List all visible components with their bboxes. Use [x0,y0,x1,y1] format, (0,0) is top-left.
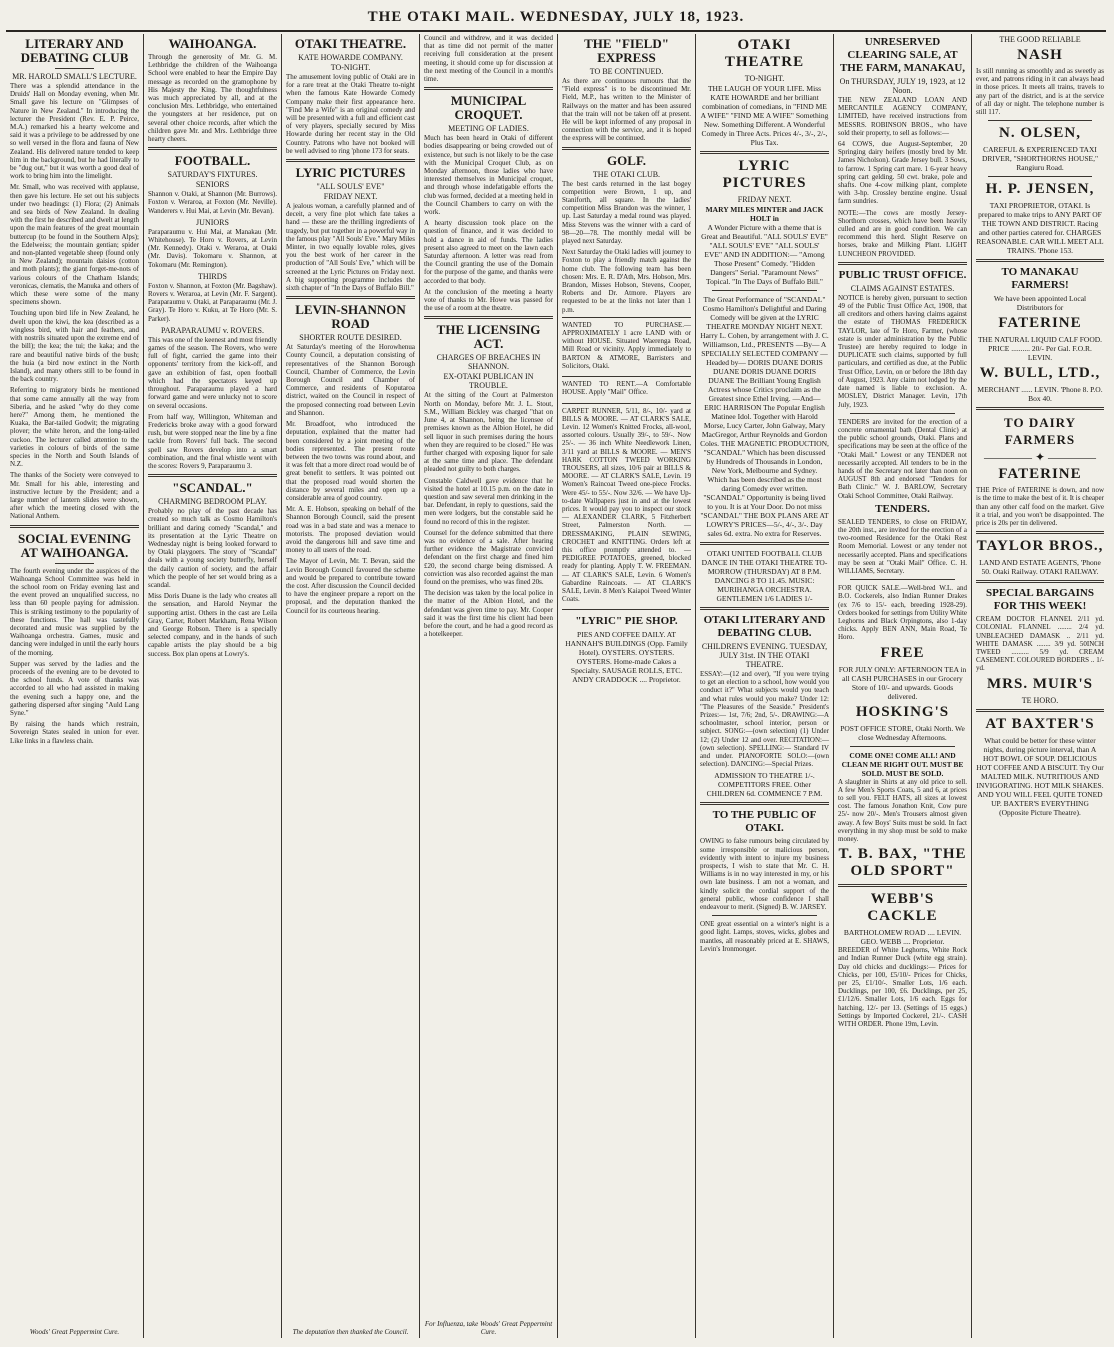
ad-text: ADMISSION TO THEATRE 1/-. COMPETITORS FREE. Other CHILDREN 6d. COMMENCE 7 P.M. [706,771,823,799]
divider [148,474,277,477]
column-5 [558,34,696,1338]
article-paragraph: Miss Doris Duane is the lady who creates all the sensation, and Harold Neymar the supporting artist. Others in the cast are Leila Gray, Carter, Robert Markham, Rena Wilson and George Robson. There is a specially selected company, and in the hands of such capable artists the play should be a big success. Box plan opens at Lowry's. [148,592,277,658]
ad-baxters: AT BAXTER'S [985,715,1095,732]
classified-ad [562,403,691,610]
headline-levin-shannon: LEVIN-SHANNON ROAD [295,302,406,332]
subhead-publican: EX-OTAKI PUBLICAN IN TROUBLE. [443,372,534,391]
divider [148,147,277,150]
divider [55,563,94,564]
article-paragraph: By raising the hands which restrain, Sovereign States sealed in union for ever. Like links in a flawless chain. [10,720,139,745]
divider [712,290,817,291]
ad-text: COME ONE! COME ALL! AND CLEAN ME RIGHT OUT. MUST BE SOLD. MUST BE SOLD. [841,750,964,778]
ad-subhead: CLAIMS AGAINST ESTATES. [850,283,955,293]
ad-text: FOR QUICK SALE.—Well-bred W.L. and B.O. Cockerels, also Indian Runner Drakes (ex 7/6 to 15/- each, breeding 1928-29). Orders booked for settings from Utility White Leghorns and Black Orpingtons, also 1-day chicks. Apply BEN ANN, Main Road, Te Horo. [838,584,967,642]
divider [976,531,1104,534]
subhead-juniors: JUNIORS [196,217,229,227]
classified-ad [562,376,691,402]
ad-text: ONE great essential on a winter's night is a good light. Lamps, stoves, wicks, globes and mantles, all reasonably priced at E. SHAWS, Levin's Ironmonger. [700,920,829,953]
divider [850,579,955,580]
ad-text: THE NATURAL LIQUID CALF FOOD. PRICE .......... 20/- Per Gal. F.O.R. LEVIN. [977,335,1103,363]
ad-text: Is still running as smoothly and as sweetly as ever, and patrons riding in it can always head in those prices. It meets all trains, travels to any part of the district, and is at the service of all day or night. The telephone number is still 117. [976,67,1104,117]
subhead-friday: FRIDAY NEXT. [323,192,378,202]
subhead-thirds: THIRDS [198,271,227,281]
divider [712,915,817,916]
article-paragraph: The Mayor of Levin, Mr. T. Bevan, said the Levin Borough Council favoured the scheme and would be prepared to contribute toward the cost. After discussion the Council decided to have the engineer prepare a report on the proposal, and the deputation thanked the Council for its courteous hearing. [286,557,415,615]
divider [850,413,955,414]
divider [988,120,1092,121]
ad-text: BREEDER of White Leghorns, White Rock and Indian Runner Duck (white egg strain). Day old chicks and ducklings:— Prices for Chicks, per 100, £5/10/- Prices for Chicks, per 25, £1/10/-. Smaller Lots, 1/6 each. Ducklings, per 100, £6. Ducklings, per 25, £1/12/6. Smaller Lots, 1/6 each. Eggs for hatching, 12/- per 13. (Settings of 15 eggs.) Settings by Imported Cockerel, 21/-. CASH WITH ORDER. Phone 19m, Levin. [838,946,967,1029]
subhead-fixtures: SATURDAY'S FIXTURES. [167,170,258,180]
column-4 [420,34,558,1338]
ad-text: MERCHANT ...... LEVIN. 'Phone 8. P.O. Box 40. [977,385,1103,404]
ad-text: FOR JULY ONLY: AFTERNOON TEA in all CASH PURCHASES in our Grocery Store of 10/- and upwards. Goods delivered. [838,664,967,701]
divider [700,802,829,805]
column-8 [972,34,1108,1338]
ad-nash: NASH [1017,47,1063,63]
article-paragraph: The best cards returned in the last bogey competition were Brown, 1 up, and Staniforth, all square. In the ladies' competition Miss Brandon was the winner, 1 up. Last Saturday a medal round was played. Miss Stevens was the winner with a card of 98—20—78. The monthly medal will be played next Saturday. [562,179,691,246]
ad-free: FREE [880,644,925,661]
ad-text: NOTE:—The cows are mostly Jersey-Shorthorn crosses, which have been heavily culled and are in good condition. We can recommend this herd. Slight Reserve on horses, brake and Milking Plant. LIGHT LUNCHEON PROVIDED. [838,208,967,258]
article-paragraph: Constable Caldwell gave evidence that he visited the hotel at 10.15 p.m. on the date in question and saw several men drinking in the bar. Defendant, in reply to questions, said the men were lodgers, but the constable said he found no record of this in the register. [424,476,553,526]
masthead-title: THE OTAKI MAIL. WEDNESDAY, JULY 18, 1923. [367,8,745,25]
ad-subhead: CHILDREN'S EVENING. TUESDAY, JULY 31st. IN THE OTAKI THEATRE. [701,642,828,669]
subhead-lecture: MR. HAROLD SMALL'S LECTURE. [12,72,137,81]
newspaper-columns [6,34,1108,1338]
article-paragraph: Mr. A. E. Hobson, speaking on behalf of the Shannon Borough Council, said the present road was in a bad state and was a menace to motorists. The proposed deviation would avoid the dangerous hill and save time and money to all users of the road. [286,505,415,555]
ad-faterine: FATERINE [998,315,1082,332]
divider [976,580,1104,583]
divider [10,525,139,528]
article-paragraph: This was one of the keenest and most friendly games of the season. The Rovers, who were full of fight, carried the game into their opponents' territory from the kick-off, and gave an exhibition of fast, open football which had the spectators keyed up throughout. Paraparaumu played a hard forward game and were unlucky not to score on several occasions. [148,335,277,410]
ad-subhead: TO-NIGHT. [744,74,785,83]
divider [562,147,691,150]
article-paragraph: From half way, Willington, Whiteman and Fredericks broke away with a good forward rush, but were stopped near the line by a fine tackle from Rovers' full back. The second spell saw Rovers develop into a smart combination, and the final whistle went with the scores: Rovers 9, Paraparaumu 3. [148,412,277,470]
ad-text: CREAM DOCTOR FLANNEL 2/11 yd. COLONIAL FLANNEL ........ 2/4 yd. UNBLEACHED DAMASK .. 2/11 yd. WHITE DAMASK ........ 3/9 yd. 50INCH TWEED .......... 5/9 yd. CREAM CASEMENT. COLOURED BORDERS .. 1/- yd. [976,615,1104,673]
ad-title: SPECIAL BARGAINS FOR THIS WEEK! [986,587,1094,613]
article-paragraph: The amusement loving public of Otaki are in for a rare treat at the Otaki Theatre to-night when the famous Kate Howarde Comedy Company make their first appearance here. "Find Me a Wife" is an original comedy and will be presented with a full and efficient cast of very players, specially secured by Miss Howarde during her recent stay in the Old Country. Patrons who have not booked will be well advised to ring 'phone 173 for seats. [286,73,415,155]
ad-olsen: N. OLSEN, [999,125,1081,142]
subhead-seniors: SENIORS [195,180,230,190]
divider [700,607,829,610]
subhead-shorter-route: SHORTER ROUTE DESIRED. [299,333,402,343]
ad-text: LAND AND ESTATE AGENTS, 'Phone 50. Otaki Railway. OTAKI RAILWAY. [979,558,1101,577]
divider [976,259,1104,262]
article-paragraph: Referring to migratory birds he mentioned that some came annually all the way from Siberia, and he asked "why do they come here?" Among them, he mentioned the Kuaka, the Bar-tailed Godwit; the migrating plover; the white heron, and the long-tailed cuckoo. The lecturer called attention to the varieties in colours of birds of the same species in the North and South Islands of N.Z. [10,386,139,469]
divider [988,176,1092,177]
article-paragraph: At the sitting of the Court at Palmerston North on Monday, before Mr. J. L. Stout, S.M., William Bickley was charged "that on June 4, at Shannon, being the licensee of premises known as the Albion Hotel, he did sell liquor in such premises during the hours when they are required to be closed." He was further charged with exposing liquor for sale at the same time and place. The defendant pleaded not guilty to both charges. [424,391,553,474]
headline-field-express: THE "FIELD" EXPRESS [584,36,669,65]
ad-title: TO MANAKAU FARMERS! [1001,266,1079,292]
article-paragraph: A jealous woman, a carefully planned and of deceit, a very fine plot which fate takes a hand — these are the thrilling ingredients of tragedy, but put together in a powerful way in the famous play "All Souls' Eve." Mary Miles Minter, in two equally lovable roles, gives you the best work of her career in the production of "All Souls' Eve," which will be screened at the Lyric Pictures on Friday next. A big supporting programme includes the sixth chapter of "In the Days of Buffalo Bill." [286,202,415,293]
ad-subhead: THE GOOD RELIABLE [999,35,1081,44]
subhead-charges: CHARGES OF BREACHES IN SHANNON. [436,353,541,372]
ad-title: "LYRIC" PIE SHOP. [575,615,678,628]
ad-text: POST OFFICE STORE, Otaki North. We close Wednesday Afternoons. [840,723,965,742]
headline-social-evening: SOCIAL EVENING AT WAIHOANGA. [17,530,132,560]
divider [286,159,415,162]
column-7 [834,34,972,1338]
article-paragraph: Council and withdrew, and it was decided that as time did not permit of the matter receiving full consideration at the present meeting, it should come up for discussion at the next meeting of the Council in a month's time. [424,34,553,84]
article-paragraph: At the conclusion of the meeting a hearty vote of thanks to Mr. Howe was passed for the use of a room at the theatre. [424,287,553,313]
ad-text: A slaughter in Shirts at any old price to sell. A few Men's Sports Coats, 5 and 6, at prices to sell you. FELT HATS, all sizes at lowest cost. The famous Jonathon Knit, Cow pure 25/- now 20/-. Men's Trousers almost given away. A few Boys' Suits must be sold. In fact everything in my shop must be sold to make money. [838,777,967,843]
subhead-continued: TO BE CONTINUED. [589,67,664,76]
article-paragraph: As there are continuous rumours that the "Field express" is to be discontinued Mr. Field, M.P., has written to the Minister of Railways on the matter and has been assured that the train will not be taken off at present. He will be kept informed of any proposal in connection with the service, and it is hoped the express will be continued. [562,77,691,143]
subhead-tonight: TO-NIGHT. [330,63,371,72]
ad-bax: T. B. BAX, "THE OLD SPORT" [838,846,967,880]
column-6 [696,34,834,1338]
headline-lyric: LYRIC PICTURES [295,165,406,181]
article-paragraph: There was a splendid attendance in the Druids' Hall on Monday evening, when Mr. Small gave his lecture on "Glimpses of Nature in New Zealand." In introducing the lecturer the President (Rev. E. P. Peirce, M.A.) remarked his a hearty welcome and said it was a privilege to be addressed by one so well versed in the flora and fauna of New Zealand. His delivered nature tended to keep him in the background, but he had literally to be "dug out," but it was worth a good deal of work to bring him into the limelight. [10,82,139,181]
ad-hoskings: HOSKING'S [855,703,950,720]
column-1 [6,34,144,1338]
ad-text: TAXI PROPRIETOR, OTAKI. Is prepared to make trips to ANY PART OF THE TOWN AND DISTRICT. Racing and other parties catered for. CHARGES REASONABLE. CAR WILL MEET ALL TRAINS. 'Phone 153. [976,201,1104,256]
masthead [6,4,1106,32]
pie-shop-ad [562,609,691,687]
ad-text: CARPET RUNNER, 5/11, 8/-, 10/- yard at BILLS & MOORE. — AT CLARK'S SALE, Levin. 12 Women's Knitted Frocks, all-wool, assorted colours. Usually 39/-, to 59/-. Now 25/-. — 36 inch White Needlework Linen, 3/11 yard at BILLS & MOORE. — MEN'S HARK COTTON TWEED WORKING TROUSERS, all sizes, 10/6 pair at BILLS & MOORE. — AT CLARK'S SALE, Levin. 19 Women's Raincoat Tweed one-piece Frocks. Were 45/- to 55/-. Now 32/6. — We have Up-to-date Wallpapers just in and at the lowest prices. It would pay you to inspect our stock — ALEXANDER CLARK, 5 Fitzherbert Street, Palmerston North. — DRESSMAKING, PLAIN SEWING, CROCHET and KNITTING. Orders left at this office promptly attended to. — PEDIGREE POTATOES, greened, blocked ready for planting. Apply T. W. FREEMAN. — AT CLARK'S SALE, Levin. 6 Women's Gabardine Raincoats. — AT CLARK'S SALE, Levin. 8 Men's Kaiapoi Tweed Winter Coats. [562,406,691,604]
classified-ad [562,317,691,376]
footer-note: The deputation then thanked the Council. [292,1328,409,1336]
article-paragraph: Supper was served by the ladies and the proceeds of the evening are to be devoted to the school funds. A vote of thanks was accorded to all who had assisted in making the evening such a happy one, and the gathering dispersed after singing "Auld Lang Syne." [10,659,139,718]
headline-football: FOOTBALL. [174,153,251,169]
article-paragraph: The decision was taken by the local police in the matter of the Albion Hotel, and the defendant was given time to pay. Mr. Cooper said it was the first time his client had been before the court, and he had a good record as a hotelkeeper. [424,589,553,639]
headline-golf: GOLF. [607,152,646,168]
footer-note: Woods' Great Peppermint Cure. [29,1328,120,1336]
ad-taylor-bros: TAYLOR BROS., [976,538,1104,555]
ad-title: OTAKI LITERARY AND DEBATING CLUB. [703,614,826,639]
divider [286,296,415,299]
headline-literary: LITERARY AND DEBATING CLUB [20,36,129,65]
ad-text: PIES AND COFFEE DAILY. AT HANNAH'S BUILDINGS (Opp. Family Hotel). OYSTERS. OYSTERS. OYSTERS. Home-made Cakes a Specialty. SAUSAGE ROLLS, ETC. ANDY CRADDOCK .... Proprietor. [565,630,688,685]
article-paragraph: Mr. Broadfoot, who introduced the deputation, explained that the matter had been considered by a joint meeting of the bodies represented. The present route between the two towns was round about, and it was felt that a more direct road would be of great benefit to settlers. It was pointed out that the proposed road would shorten the distance by several miles and open up a considerable area of good country. [286,420,415,502]
headline-scandal: "SCANDAL." [172,480,253,496]
column-2 [144,34,282,1338]
fixtures-list: Shannon v. Otaki, at Shannon (Mr. Burrows). Foxton v. Weraroa, at Foxton (Mr. Neville). Wanderers v. Hui Mai, at Levin (Mr. Bevan). [148,190,277,215]
article-paragraph: Touching upon bird life in New Zealand, he dwelt upon the kiwi, the kea (described as a wingless bird, with hair and feathers, and with nostrils situated upon the extreme end of the bill); the kea; the tui; the kaka; and the rare and beautiful native birds of the bush; the huia (a bird now extinct in the North Island), and many others still to be found in the back country. [10,309,139,384]
footer-note: For Influenza, take Woods' Great Peppermint Cure. [424,1320,553,1336]
divider [838,262,967,265]
headline-croquet: MUNICIPAL CROQUET. [450,93,527,123]
ad-faterine-2: FATERINE [998,466,1082,483]
article-paragraph: Mr. Small, who was received with applause, then gave his lecture. He set out his subjects under two headings: (1) Flora; (2) Animals and sea birds of New Zealand. In dealing with the first he described and dwelt at length upon the main features of the great mountain buttercup (to be found in the Southern Alps); the Edelweiss; the mountain gentian; spider and non-planted vegetable sheep (found only in New Zealand); mountain daisies (cotton and moth plants); the giant forget-me-nots of various colours of the Chatham Islands; veronicas, clematis, the Manuka and others of which these were some of the many specimens shown. [10,183,139,307]
ad-webbs-cackle: WEBB'S CACKLE [867,891,938,925]
article-paragraph: Through the generosity of Mr. G. M. Lethbridge the children of the Waihoanga School were enabled to hear the Empire Day message as recorded on the gramophone by His Majesty the King. The thoughtfulness was much appreciated by all, and at the conclusion Mrs. Lethbridge, who entertained the youngsters at her residence, put on several other choice records, after which the children gave Mr. and Mrs. Lethbridge three hearty cheers. [148,53,277,144]
divider [55,68,94,69]
headline-licensing: THE LICENSING ACT. [436,322,541,352]
ad-title: PUBLIC TRUST OFFICE. [838,268,967,281]
ad-w-bull: W. BULL, LTD., [979,365,1101,382]
subhead-all-souls: "ALL SOULS' EVE" [316,182,385,192]
ad-text: NOTICE is hereby given, pursuant to section 49 of the Public Trust Office Act, 1908, that all creditors and others having claims against the estate of THOMAS FREDERICK TAYLOR, late of Te Horo, Farmer, (whose estate is under administration by the Public Trustee) are hereby required to lodge in DUPLICATE such claims, supported by full particulars, and certified as due, at the Public Trust Office, Levin, on or before the 18th day of August, 1923. Any claim not lodged by the date named is liable to exclusion. A. MOSLEY, District Manager. Levin, 17th July, 1923. [838,293,967,409]
headline-otaki-theatre: OTAKI THEATRE. [294,36,407,51]
article-paragraph: A hearty discussion took place on the question of finance, and it was decided to hold a dance in aid of funds. The ladies present also agreed to meet on the lawn each Saturday afternoon. A letter was read from the Council granting the use of the Domain for the purpose of the game, and thanks were accorded to that body. [424,219,553,285]
ad-text: The Great Performance of "SCANDAL" Cosmo Hamilton's Delightful and Daring Comedy will be given at the LYRIC THEATRE MONDAY NIGHT NEXT. Harry L. Cohen, by arrangement with J. C. Williamson, Ltd., PRESENTS —By— A SPECIALLY SELECTED COMPANY —Headed by— DORIS DUANE DORIS DUANE DORIS DUANE DORIS DUANE The Brilliant Young English Actress whose Critics proclaim as the Greatest since Ethel Irving. —And— ERIC HARRISON The Popular English Matinee Idol. Together with Harold Morse, Lucy Carter, John Galway, Mary MacGregor, Arthur Reynolds and Gordon Coles. THE MAGNETIC PRODUCTION, "SCANDAL" Which has been discussed by Hundreds of Thousands in London, New York, Melbourne and Sydney. [700,295,829,475]
column-3 [282,34,420,1338]
ad-lyric-pictures: LYRIC PICTURES [722,158,807,191]
dance-ad: OTAKI UNITED FOOTBALL CLUB DANCE IN THE OTAKI THEATRE TO-MORROW (THURSDAY) AT 8 P.M. DANCING 8 TO 11.45. MUSIC: MURIHANGA ORCHESTRA. GENTLEMEN 1/6 LADIES 1/- [701,549,828,603]
divider [976,709,1104,712]
subhead-bedroom-play: CHARMING BEDROOM PLAY. [158,497,267,507]
ad-subhead: On THURSDAY, JULY 19, 1923, at 12 Noon. [839,77,966,95]
ad-feature: MARY MILES MINTER and JACK HOLT in [705,205,824,223]
article-paragraph: The thanks of the Society were conveyed to Mr. Small for his able, interesting and instructive lecture by the President; and a large number of lantern slides were shown, after which the meeting closed with the National Anthem. [10,471,139,521]
ad-text: THE Price of FATERINE is down, and now is the time to make the best of it. It is cheaper than any other calf food on the market. Give it a trial, and you won't be disappointed. The price is 20s per tin delivered. [976,486,1104,528]
ad-text: ESSAY:—(12 and over), "If you were trying to get an election to a school, how would you conduct it?" What subjects would you teach and what rules would you make? Under 12: "The Pleasures of the Seaside." President's Prizes:— 1st, 7/6; 2nd, 5/-. DRAWING:—A schoolmaster, school interior, person or subject. SONG:—(own selection) (1) Under 12; (2) Under 12 and over. RECITATION:—(own selection). SPELLING:— Standard IV and under. PIANOFORTE SOLO:—(own selection). DANCING:—Special Prizes. [700,670,829,769]
ad-dairy-farmers: TO DAIRY FARMERS [1004,415,1076,448]
article-paragraph: The fourth evening under the auspices of the Waihoanga School Committee was held in the school room on Friday evening last and the event proved an unqualified success, no less than 60 people paying for admission. This is striking testimony to the popularity of these functions. The hall was tastefully decorated and music was supplied by the Waihoanga orchestra. Games, music and dancing were indulged in until the early hours of the morning. [10,566,139,657]
divider [700,542,829,545]
article-paragraph: Counsel for the defence submitted that there was no evidence of a sale. After hearing further evidence the Magistrate convicted defendant on the first charge and fined him £20, the second charge being dismissed. A conviction was also recorded against the man found on the premises, who was fined 20s. [424,528,553,586]
article-paragraph: Probably no play of the past decade has created so much talk as Cosmo Hamilton's brilliant and daring comedy "Scandal," and its presentation at the Lyric Theatre on Wednesday night is being looked forward to by Otaki playgoers. The story of "Scandal" deals with a young society butterfly, herself the daily caution of society, and the affair which the people of her set would bring as a scandal. [148,507,277,589]
ad-title: UNRESERVED CLEARING SALE, AT THE FARM, MANAKAU, [839,36,966,74]
ad-title: TO THE PUBLIC OF OTAKI. [712,809,817,835]
article-paragraph: At Saturday's meeting of the Horowhenua County Council, a deputation consisting of representatives of the Shannon Borough Council, Chamber of Commerce, the Levin Borough Council and Chamber of Commerce, and residents of Koputaroa district, waited on the Council in respect of the proposed connecting road between Levin and Shannon. [286,343,415,417]
subhead-company: KATE HOWARDE COMPANY. [298,53,403,62]
divider [700,151,829,154]
ad-text: BARTHOLOMEW ROAD .... LEVIN. GEO. WEBB .... Proprietor. [843,928,962,947]
ad-text: 64 COWS, due August-September, 20 Springing dairy heifers (mostly bred by Mr. James Nicholson). Grade Jersey bull. 3 Sows, to farrow. 1 Spring cart mare. 1 6-year heavy spring cart gelding. 50 cwt. brake, pole and shafts. One 4-cow milking plant, complete with 3-hp. Crossley benzine engine. Usual farm sundries. [838,140,967,206]
divider [424,87,553,90]
divider [850,746,955,747]
divider [976,407,1104,410]
ad-text: THE LAUGH OF YOUR LIFE. Miss KATE HOWARDE and her brilliant combination of comedians, in "FIND ME A WIFE" "FIND ME A WIFE" Something New. Something Different. A Wonderful Comedy in Three Acts. Prices 4/-, 3/-, 2/-, Plus Tax. [700,84,829,147]
ad-text: Which has been described as the most daring Comedy ever written. "SCANDAL" Opportunity is being lived to you. It is at Your Door. Do not miss "SCANDAL" THE BOX PLANS ARE AT LOWRY'S PRICES—5/-, 4/-, 3/-. Day sales 6d. extra. No extra for Reserves. [700,475,829,538]
ad-subhead: TE HORO. [1021,695,1059,705]
ad-subhead: FRIDAY NEXT. [737,195,792,204]
ad-jensen: H. P. JENSEN, [985,181,1095,198]
article-paragraph: Much has been heard in Otaki of different bodies disappearing or being crowded out of existence, but such is not likely to be the case with the Municipal Croquet Club, as on Monday afternoon, those ladies who have interested themselves in Municipal croquet, and through whose indefatigable efforts the club was formed, decided at a meeting held in the Council Chambers to carry on with the work. [424,134,553,217]
ad-text: A Wonder Picture with a theme that is Great and Beautiful. "ALL SOULS' EVE" "ALL SOULS' EVE" "ALL SOULS' EVE" AND IN ADDITION:— "Among Those Present" Comedy. "Hidden Dangers" Serial. "Paramount News" Topical. "In The Days of Buffalo Bill." [701,223,828,286]
ad-title: TENDERS. [875,502,930,515]
ad-otaki-theatre: OTAKI THEATRE [724,37,805,70]
subhead-meeting: MEETING OF LADIES. [448,124,529,134]
subhead-match: PARAPARAUMU v. ROVERS. [161,325,264,335]
fixtures-list: Foxton v. Shannon, at Foxton (Mr. Bagshaw). Rovers v. Weraroa, at Levin (Mr. F. Sargent). Paraparaumu v. Otaki, at Paraparaumu (Mr. J. Gray). Te Horo v. Kuku, at Te Horo (Mr. S. Parker). [148,281,277,323]
ad-text: We have been appointed Local Distributors for [993,294,1087,313]
fixtures-list: Paraparaumu v. Hui Mai, at Manakau (Mr. Whitehouse). Te Horo v. Rovers, at Levin (Mr. Kennedy). Otaki v. Weraroa, at Otaki (Mr. Davis). Tokomaru v. Shannon, at Tokomaru (Mr. Remington). [148,227,277,269]
ad-text: TENDERS are invited for the erection of a concrete ornamental bath (Dental Clinic) at the public school grounds, Otaki. Plans and specifications may be seen at the office of the "Otaki Mail." Lowest or any TENDER not necessarily accepted. All tenders to be in the hands of the Secretary not later than noon on AUGUST 8th and endorsed "Tenders for Bath Clinic." W. J. BARLOW, Secretary Otaki School Committee, Otaki Railway. [838,417,967,500]
ad-text: OWING to false rumours being circulated by some irresponsible or malicious person, evidently with intent to injure my business prospects, I wish to state that Mr. C. H. Williams is in no way interested in my, or his own late business. I am not a woman, and kindly solicit the cordial support of the general public, whose confidence I shall endeavour to merit. (Signed) B. W. JARSEY. [700,837,829,912]
article-paragraph: Next Saturday the Otaki ladies will journey to Foxton to play a friendly match against the home club. The following team has been chosen: Mrs. E. R. D'Ath, Mrs. Hobson, Mrs. Brandon, Misses Hobson, Stevens, Cooper, Roberts and Dr. Atmore. Players are requested to be at the links not later than 1 p.m. [562,248,691,314]
subhead-club: THE OTAKI CLUB. [592,169,661,179]
ad-text: What could be better for these winter nights, during picture interval, than A HOT BOWL OF SOUP. DELICIOUS HOT COFFEE AND A BISCUIT. Try Our MALTED MILK. NUTRITIOUS AND INVIGORATING. HOT MILK SHAKES. AND YOU WILL FEEL QUITE TONED UP. BAXTER'S EVERYTHING (Opposite Picture Theatre). [976,735,1104,817]
ad-text: CAREFUL & EXPERIENCED TAXI DRIVER, "SHORTHORNS HOUSE," Rangiuru Road. [981,145,1099,173]
ad-text: SEALED TENDERS, to close on FRIDAY, the 20th inst., are invited for the erection of a two-roomed Residence for the Otaki Rest Room Memorial. Lowest or any tender not necessarily accepted. Plans and specifications may be seen at "Otaki Mail" Office. C. H. WILLIAMS, Secretary. [838,517,967,575]
headline-waihoanga: WAIHOANGA. [168,36,257,51]
ad-text: WANTED TO RENT.—A Comfortable HOUSE. Apply "Mail" Office. [562,380,691,397]
ornament-icon: ———— ✦ ———— [983,450,1097,465]
ad-text: WANTED TO PURCHASE.— APPROXIMATELY 1 acre LAND with or without HOUSE. Situated Waerenga Road, Mill Road or vicinity. Apply immediately to BARTON & ATMORE, Barristers and Solicitors, Otaki. [562,320,691,370]
ad-mrs-muirs: MRS. MUIR'S [986,675,1093,692]
divider [424,316,553,319]
divider [838,884,967,887]
ad-text: THE NEW ZEALAND LOAN AND MERCANTILE AGENCY COMPANY, LIMITED, have received instructions from MESSRS. ROBINSON BROS., who have sold their property, to sell as follows:— [838,96,967,137]
